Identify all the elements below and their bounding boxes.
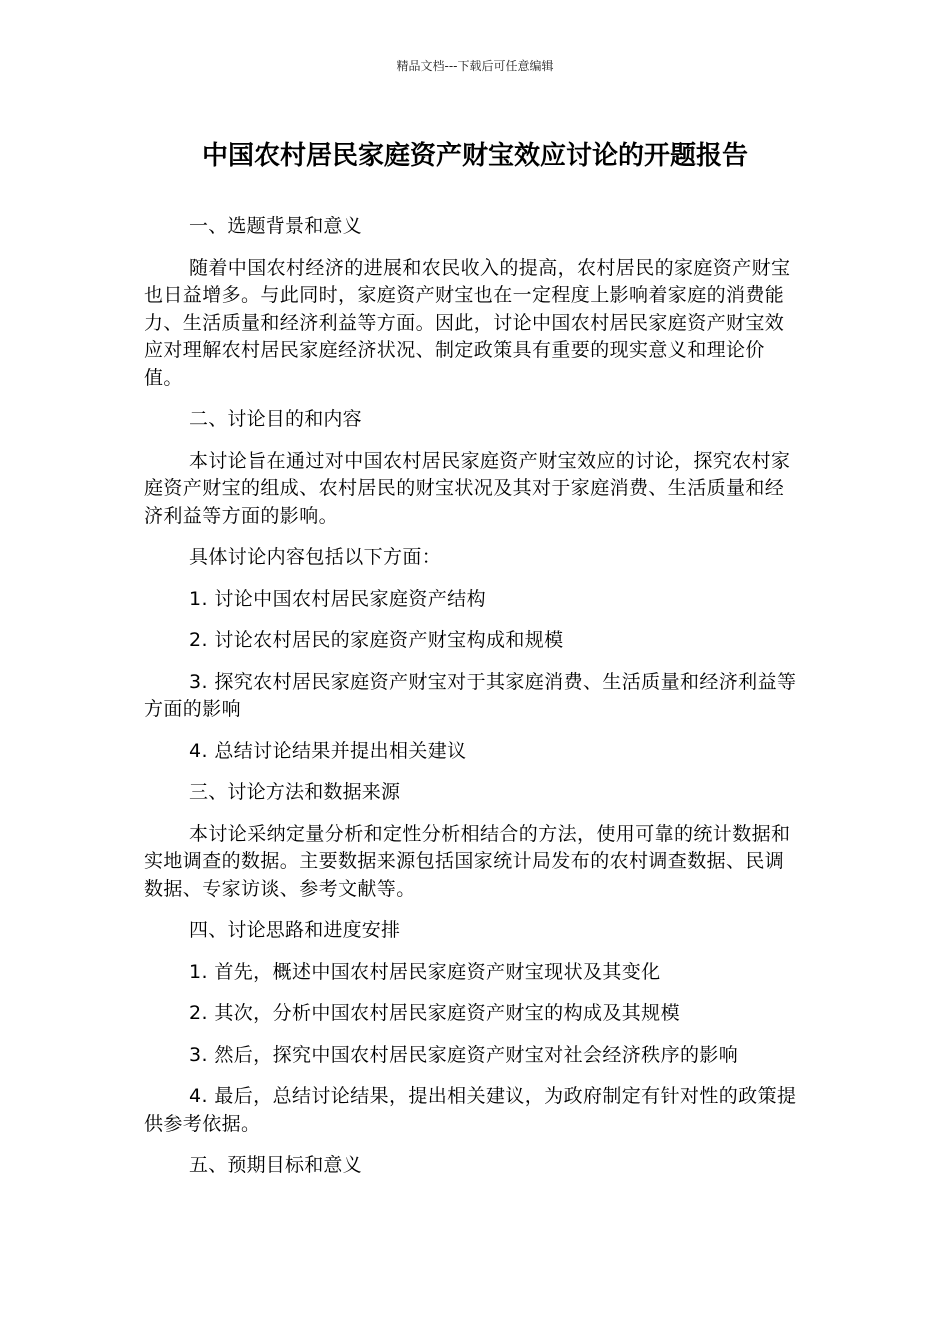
body-paragraph: 具体讨论内容包括以下方面： <box>189 546 442 568</box>
list-item: 1. 首先，概述中国农村居民家庭资产财宝现状及其变化 <box>189 960 661 983</box>
body-paragraph: 本讨论采纳定量分析和定性分析相结合的方法，使用可靠的统计数据和实地调查的数据。主要数据来源包括国家统计局发布的农村调查数据、民调数据、专家访谈、参考文献等。 <box>144 822 791 900</box>
list-item: 4. 最后，总结讨论结果，提出相关建议，为政府制定有针对性的政策提供参考依据。 <box>144 1085 797 1135</box>
list-item: 1. 讨论中国农村居民家庭资产结构 <box>189 587 486 610</box>
section-heading: 五、预期目标和意义 <box>189 1154 362 1176</box>
list-item: 2. 其次，分析中国农村居民家庭资产财宝的构成及其规模 <box>189 1002 680 1024</box>
section-heading: 一、选题背景和意义 <box>189 215 362 237</box>
document-body <box>144 213 800 1194</box>
list-item: 3. 然后，探究中国农村居民家庭资产财宝对社会经济秩序的影响 <box>189 1043 739 1066</box>
list-item: 4. 总结讨论结果并提出相关建议 <box>189 739 467 762</box>
list-item: 3. 探究农村居民家庭资产财宝对于其家庭消费、生活质量和经济利益等方面的影响 <box>144 670 797 720</box>
document-title: 中国农村居民家庭资产财宝效应讨论的开题报告 <box>201 141 748 171</box>
body-paragraph: 本讨论旨在通过对中国农村居民家庭资产财宝效应的讨论，探究农村家庭资产财宝的组成、农村居民的财宝状况及其对于家庭消费、生活质量和经济利益等方面的影响。 <box>144 449 791 527</box>
section-heading: 二、讨论目的和内容 <box>189 408 362 430</box>
section-heading: 四、讨论思路和进度安排 <box>189 919 401 941</box>
section-heading: 三、讨论方法和数据来源 <box>189 781 401 803</box>
list-item: 2. 讨论农村居民的家庭资产财宝构成和规模 <box>189 629 564 651</box>
body-paragraph: 随着中国农村经济的进展和农民收入的提高，农村居民的家庭资产财宝也日益增多。与此同时，家庭资产财宝也在一定程度上影响着家庭的消费能力、生活质量和经济利益等方面。因此，讨论中国农村居民家庭资产财宝效应对理解农村居民家庭经济状况、制定政策具有重要的现实意义和理论价值。 <box>144 256 791 389</box>
header-note: 精品文档---下载后可任意编辑 <box>396 59 554 73</box>
